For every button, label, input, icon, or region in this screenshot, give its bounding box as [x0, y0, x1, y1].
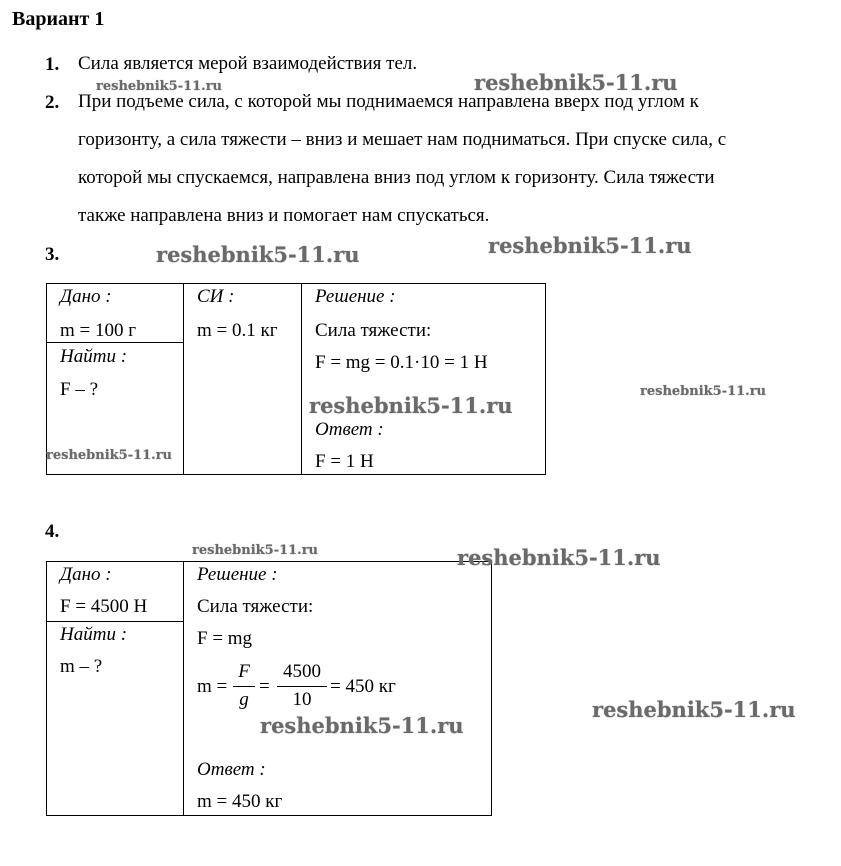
q4-naiti-label: Найти :	[60, 624, 128, 645]
watermark: reshebnik5-11.ru	[192, 543, 319, 558]
q4-eq: =	[259, 676, 270, 697]
q4-naiti-value: m – ?	[60, 656, 103, 677]
q3-formula: F = mg = 0.1·10 = 1 Н	[315, 352, 488, 373]
watermark: reshebnik5-11.ru	[592, 697, 796, 722]
q4-dano-label: Дано :	[60, 564, 112, 585]
q4-otvet-label: Ответ :	[197, 759, 266, 780]
q2-line: горизонту, а сила тяжести – вниз и мешает нам подниматься. При спуске сила, с	[78, 129, 727, 150]
watermark: reshebnik5-11.ru	[457, 545, 661, 570]
q4-sila-label: Сила тяжести:	[197, 596, 314, 617]
q2-number: 2.	[45, 92, 60, 113]
watermark: reshebnik5-11.ru	[474, 70, 678, 95]
q4-m-eq: m =	[197, 676, 228, 697]
q4-frac1-den: g	[239, 689, 249, 710]
q2-line: которой мы спускаемся, направлена вниз под углом к горизонту. Сила тяжести	[78, 167, 715, 188]
q4-reshenie-label: Решение :	[197, 564, 278, 585]
q3-dano-label: Дано :	[60, 286, 112, 307]
watermark: reshebnik5-11.ru	[488, 233, 692, 258]
q4-result: = 450 кг	[330, 676, 396, 697]
watermark: reshebnik5-11.ru	[640, 384, 767, 399]
q3-si-value: m = 0.1 кг	[197, 320, 278, 341]
q3-naiti-value: F – ?	[60, 379, 98, 400]
q2-line: При подъеме сила, с которой мы поднимаемся направлена вверх под углом к	[78, 91, 699, 112]
q3-si-label: СИ :	[197, 286, 235, 307]
q3-dano-value: m = 100 г	[60, 320, 137, 341]
watermark: reshebnik5-11.ru	[96, 79, 223, 94]
q1-number: 1.	[45, 54, 60, 75]
page-title: Вариант 1	[12, 8, 105, 30]
q2-line: также направлена вниз и помогает нам спускаться.	[78, 205, 490, 226]
q3-sila-label: Сила тяжести:	[315, 320, 432, 341]
watermark: reshebnik5-11.ru	[156, 242, 360, 267]
q3-naiti-label: Найти :	[60, 346, 128, 367]
q3-otvet-value: F = 1 Н	[315, 451, 374, 472]
q4-formula: F = mg	[197, 628, 253, 649]
q3-reshenie-label: Решение :	[315, 286, 396, 307]
q4-dano-value: F = 4500 Н	[60, 596, 148, 617]
q4-otvet-value: m = 450 кг	[197, 791, 283, 812]
watermark: reshebnik5-11.ru	[309, 393, 513, 418]
q1-text: Сила является мерой взаимодействия тел.	[78, 53, 418, 74]
q4-frac2-den: 10	[292, 689, 312, 710]
q3-number: 3.	[45, 244, 60, 265]
watermark: reshebnik5-11.ru	[260, 713, 464, 738]
q3-otvet-label: Ответ :	[315, 419, 384, 440]
q4-frac2-num: 4500	[283, 661, 321, 682]
watermark: reshebnik5-11.ru	[46, 448, 173, 463]
q4-frac1-num: F	[238, 661, 250, 682]
q4-number: 4.	[45, 521, 60, 542]
